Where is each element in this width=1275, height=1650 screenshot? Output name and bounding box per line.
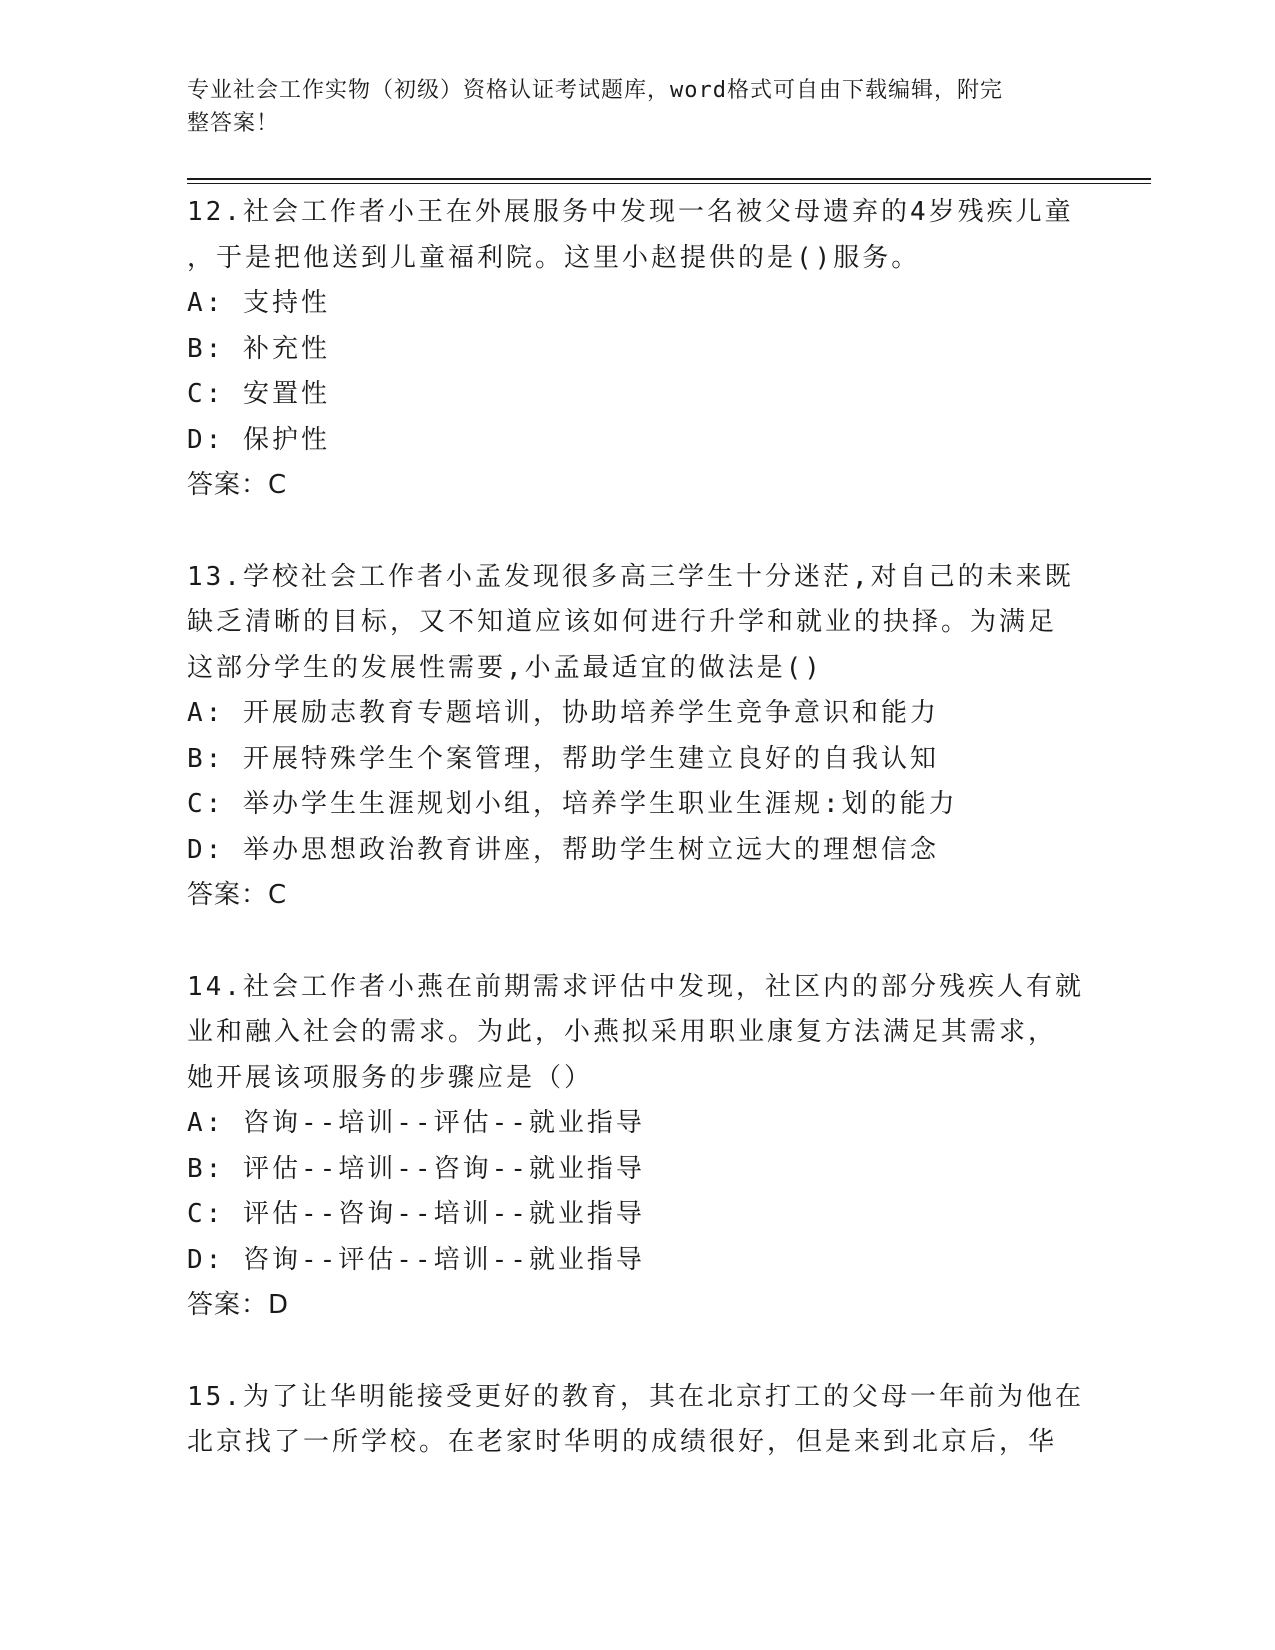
spacer (187, 919, 1087, 965)
question-text-line: 12.社会工作者小王在外展服务中发现一名被父母遗弃的4岁残疾儿童 (187, 197, 1074, 227)
question-text-line: 13.学校社会工作者小孟发现很多高三学生十分迷茫,对自己的未来既 (187, 561, 1074, 592)
option-d: D: 咨询--评估--培训--就业指导 (187, 1244, 645, 1275)
option-b: B: 补充性 (187, 333, 330, 364)
spacer (187, 509, 1087, 555)
question-text-line: 缺乏清晰的目标，又不知道应该如何进行升学和就业的抉择。为满足 (187, 607, 1058, 637)
header-line-2: 整答案！ (187, 111, 280, 136)
question-13 (187, 555, 1087, 919)
question-text-line: 业和融入社会的需求。为此，小燕拟采用职业康复方法满足其需求， (187, 1017, 1058, 1047)
question-text-line: 14.社会工作者小燕在前期需求评估中发现，社区内的部分残疾人有就 (187, 971, 1084, 1002)
answer: 答案：C (187, 470, 288, 500)
question-list (187, 190, 1087, 1466)
header-line-1: 专业社会工作实物（初级）资格认证考试题库，word格式可自由下载编辑，附完 (187, 78, 1003, 103)
question-text-line: 她开展该项服务的步骤应是（） (187, 1062, 594, 1093)
spacer (187, 1329, 1087, 1375)
question-12 (187, 190, 1087, 509)
header-divider-thick (187, 178, 1151, 180)
question-text-line: 北京找了一所学校。在老家时华明的成绩很好，但是来到北京后，华 (187, 1427, 1058, 1457)
page-header (187, 74, 1067, 140)
option-d: D: 保护性 (187, 424, 330, 455)
question-text-line: ，于是把他送到儿童福利院。这里小赵提供的是()服务。 (187, 242, 921, 273)
option-c: C: 评估--咨询--培训--就业指导 (187, 1199, 645, 1229)
question-text-line: 15.为了让华明能接受更好的教育，其在北京打工的父母一年前为他在 (187, 1381, 1084, 1412)
answer: 答案：C (187, 880, 288, 910)
answer: 答案：D (187, 1290, 290, 1320)
option-c: C: 举办学生生涯规划小组，培养学生职业生涯规:划的能力 (187, 789, 958, 819)
option-a: A: 咨询--培训--评估--就业指导 (187, 1108, 645, 1138)
option-a: A: 开展励志教育专题培训，协助培养学生竞争意识和能力 (187, 698, 939, 728)
option-d: D: 举办思想政治教育讲座，帮助学生树立远大的理想信念 (187, 834, 939, 865)
header-divider-thin (187, 183, 1151, 184)
option-b: B: 评估--培训--咨询--就业指导 (187, 1153, 645, 1184)
question-text-line: 这部分学生的发展性需要,小孟最适宜的做法是() (187, 652, 823, 683)
option-c: C: 安置性 (187, 379, 330, 409)
option-a: A: 支持性 (187, 288, 330, 318)
question-15 (187, 1375, 1087, 1466)
option-b: B: 开展特殊学生个案管理，帮助学生建立良好的自我认知 (187, 743, 939, 774)
question-14 (187, 965, 1087, 1329)
